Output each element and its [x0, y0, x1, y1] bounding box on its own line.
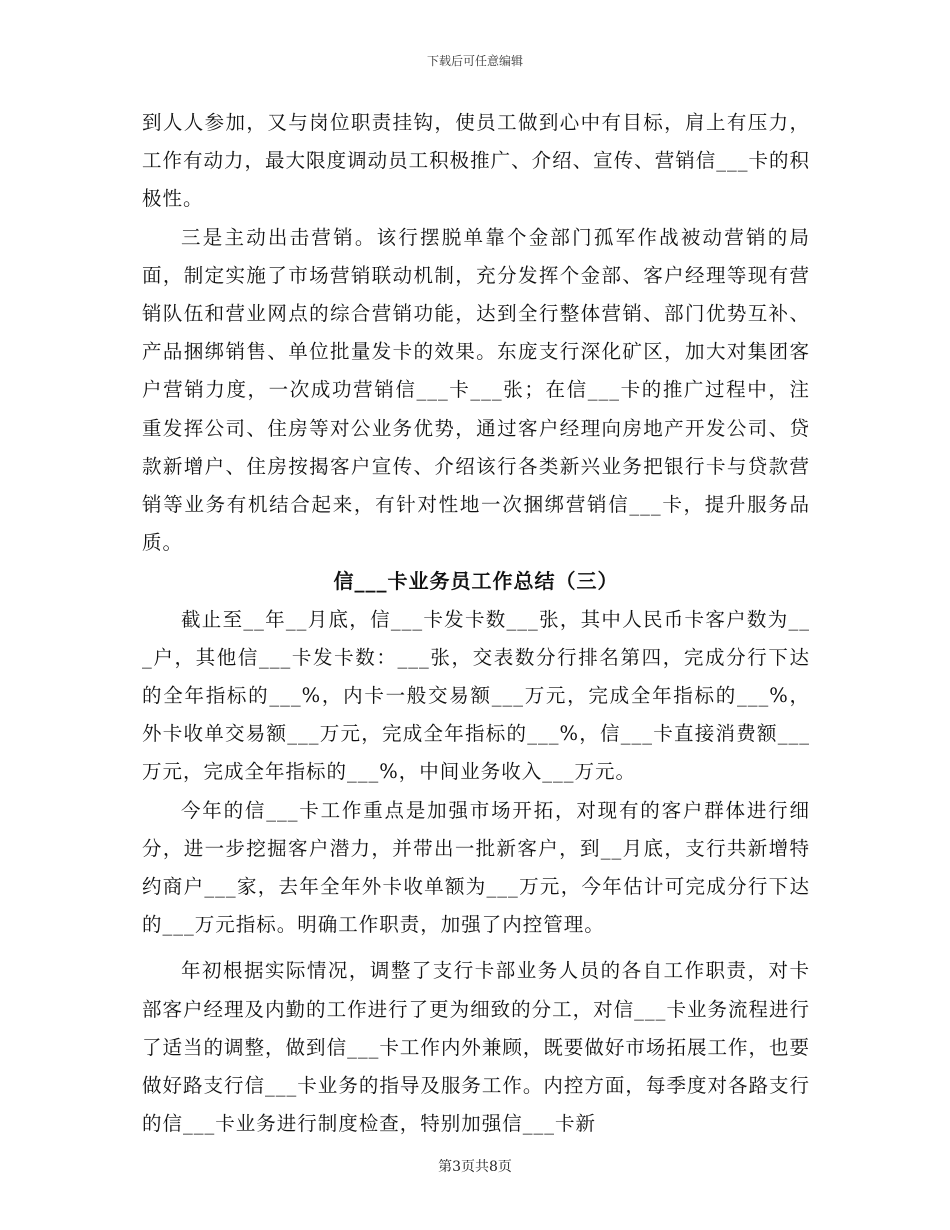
paragraph-5: 年初根据实际情况，调整了支行卡部业务人员的各自工作职责，对卡部客户经理及内勤的工作进行了更为细致的分工，对信___卡业务流程进行了适当的调整，做到信___卡工作内外兼顾，既要做好市场拓展工作，也要做好路支行信___卡业务的指导及服务工作。内控方面，每季度对各路支行的信___卡业务进行制度检查，特别加强信___卡新 — [142, 959, 810, 1136]
section-title: 信___卡业务员工作总结（三） — [333, 569, 619, 594]
page-header: 下载后可任意编辑 — [426, 54, 523, 68]
document-body — [142, 104, 810, 1143]
paragraph-2: 三是主动出击营销。该行摆脱单靠个金部门孤军作战被动营销的局面，制定实施了市场营销联动机制，充分发挥个金部、客户经理等现有营销队伍和营业网点的综合营销功能，达到全行整体营销、部门优势互补、产品捆绑销售、单位批量发卡的效果。东庞支行深化矿区，加大对集团客户营销力度，一次成功营销信___卡___张；在信___卡的推广过程中，注重发挥公司、住房等对公业务优势，通过客户经理向房地产开发公司、贷款新增户、住房按揭客户宣传、介绍该行各类新兴业务把银行卡与贷款营销等业务有机结合起来，有针对性地一次捆绑营销信___卡，提升服务品质。 — [142, 225, 810, 555]
paragraph-gap — [142, 944, 810, 952]
paragraph-4: 今年的信___卡工作重点是加强市场开拓，对现有的客户群体进行细分，进一步挖掘客户潜力，并带出一批新客户，到__月底，支行共新增特约商户___家，去年全年外卡收单额为___万元，今年估计可完成分行下达的___万元指标。明确工作职责，加强了内控管理。 — [142, 798, 810, 937]
paragraph-3: 截止至__年__月底，信___卡发卡数___张，其中人民币卡客户数为___户，其他信___卡发卡数：___张，交表数分行排名第四，完成分行下达的全年指标的___%，内卡一般交易额___万元，完成全年指标的___%，外卡收单交易额___万元，完成全年指标的___%，信___卡直接消费额___万元，完成全年指标的___%，中间业务收入___万元。 — [142, 607, 810, 784]
paragraph-1: 到人人参加，又与岗位职责挂钩，使员工做到心中有目标，肩上有压力，工作有动力，最大限度调动员工积极推广、介绍、宣传、营销信___卡的积极性。 — [142, 111, 810, 211]
page-footer: 第3页共8页 — [438, 1159, 512, 1175]
